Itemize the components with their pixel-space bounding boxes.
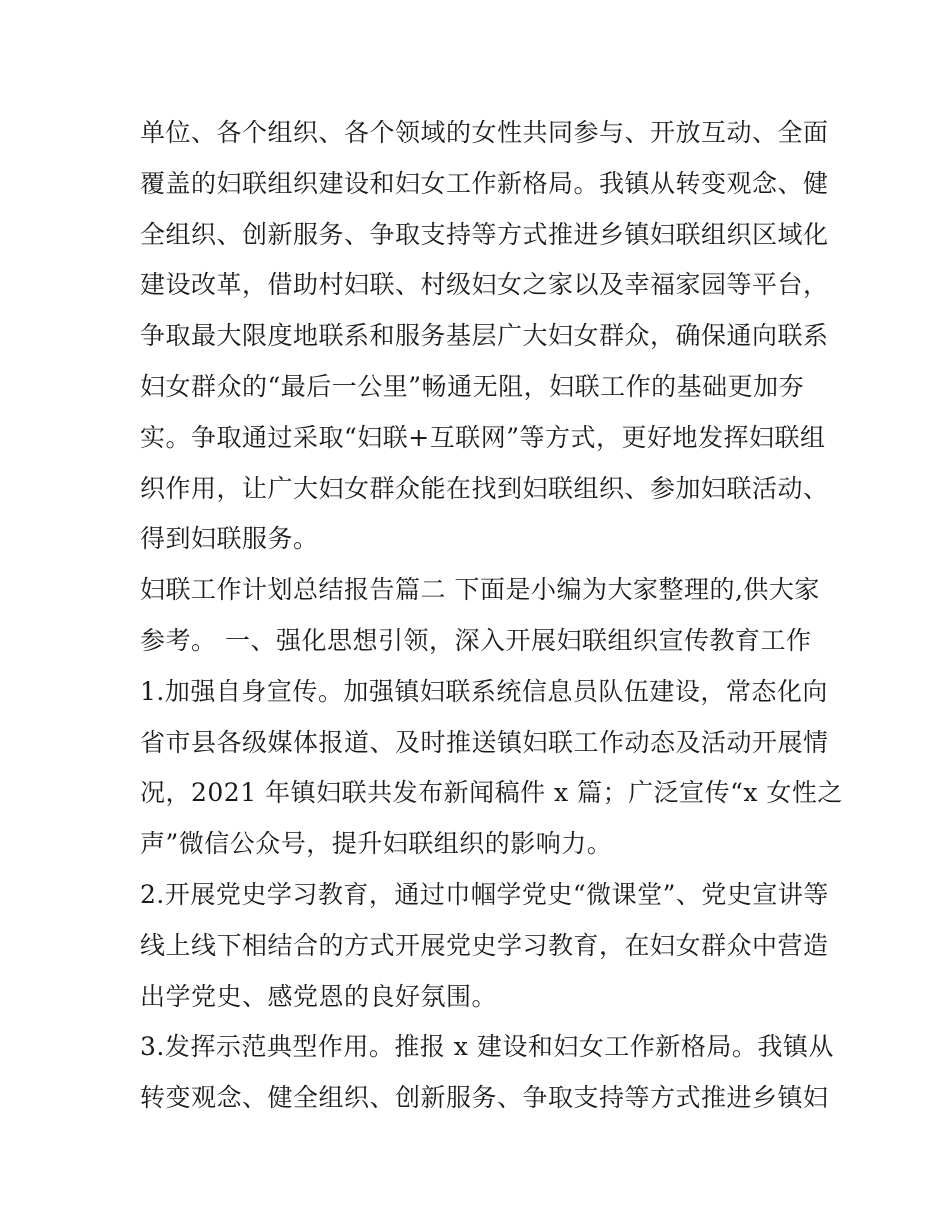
body-text <box>140 108 843 1124</box>
text-line: 参考。 一、强化思想引领，深入开展妇联组织宣传教育工作 <box>140 625 812 655</box>
text-line: 织作用，让广大妇女群众能在找到妇联组织、参加妇联活动、 <box>140 473 829 503</box>
text-line: 妇联工作计划总结报告篇二 下面是小编为大家整理的,供大家 <box>140 575 820 605</box>
text-line: 妇女群众的“最后一公里”畅通无阻，妇联工作的基础更加夯 <box>140 371 805 401</box>
text-line: 覆盖的妇联组织建设和妇女工作新格局。我镇从转变观念、健 <box>140 168 829 198</box>
text-line: 争取最大限度地联系和服务基层广大妇女群众，确保通向联系 <box>140 321 829 351</box>
text-line: 得到妇联服务。 <box>140 524 319 554</box>
text-line: 省市县各级媒体报道、及时推送镇妇联工作动态及活动开展情 <box>140 727 829 757</box>
text-line: 单位、各个组织、各个领域的女性共同参与、开放互动、全面 <box>140 118 829 147</box>
text-line: 3.发挥示范典型作用。推报 x 建设和妇女工作新格局。我镇从 <box>140 1032 834 1062</box>
text-line: 况，2021 年镇妇联共发布新闻稿件 x 篇；广泛宣传“x 女性之 <box>140 778 843 808</box>
text-line: 全组织、创新服务、争取支持等方式推进乡镇妇联组织区域化 <box>140 219 829 249</box>
text-line: 出学党史、感党恩的良好氛围。 <box>140 981 498 1011</box>
text-line: 转变观念、健全组织、创新服务、争取支持等方式推进乡镇妇 <box>140 1083 829 1113</box>
text-line: 实。争取通过采取“妇联+互联网”等方式，更好地发挥妇联组 <box>140 422 826 452</box>
text-line: 线上线下相结合的方式开展党史学习教育，在妇女群众中营造 <box>140 930 829 960</box>
text-line: 建设改革，借助村妇联、村级妇女之家以及幸福家园等平台， <box>140 270 829 300</box>
text-line: 1.加强自身宣传。加强镇妇联系统信息员队伍建设，常态化向 <box>140 676 828 706</box>
text-line: 声”微信公众号，提升妇联组织的影响力。 <box>140 829 613 859</box>
text-line: 2.开展党史学习教育，通过巾帼学党史“微课堂”、党史宣讲等 <box>140 879 829 909</box>
